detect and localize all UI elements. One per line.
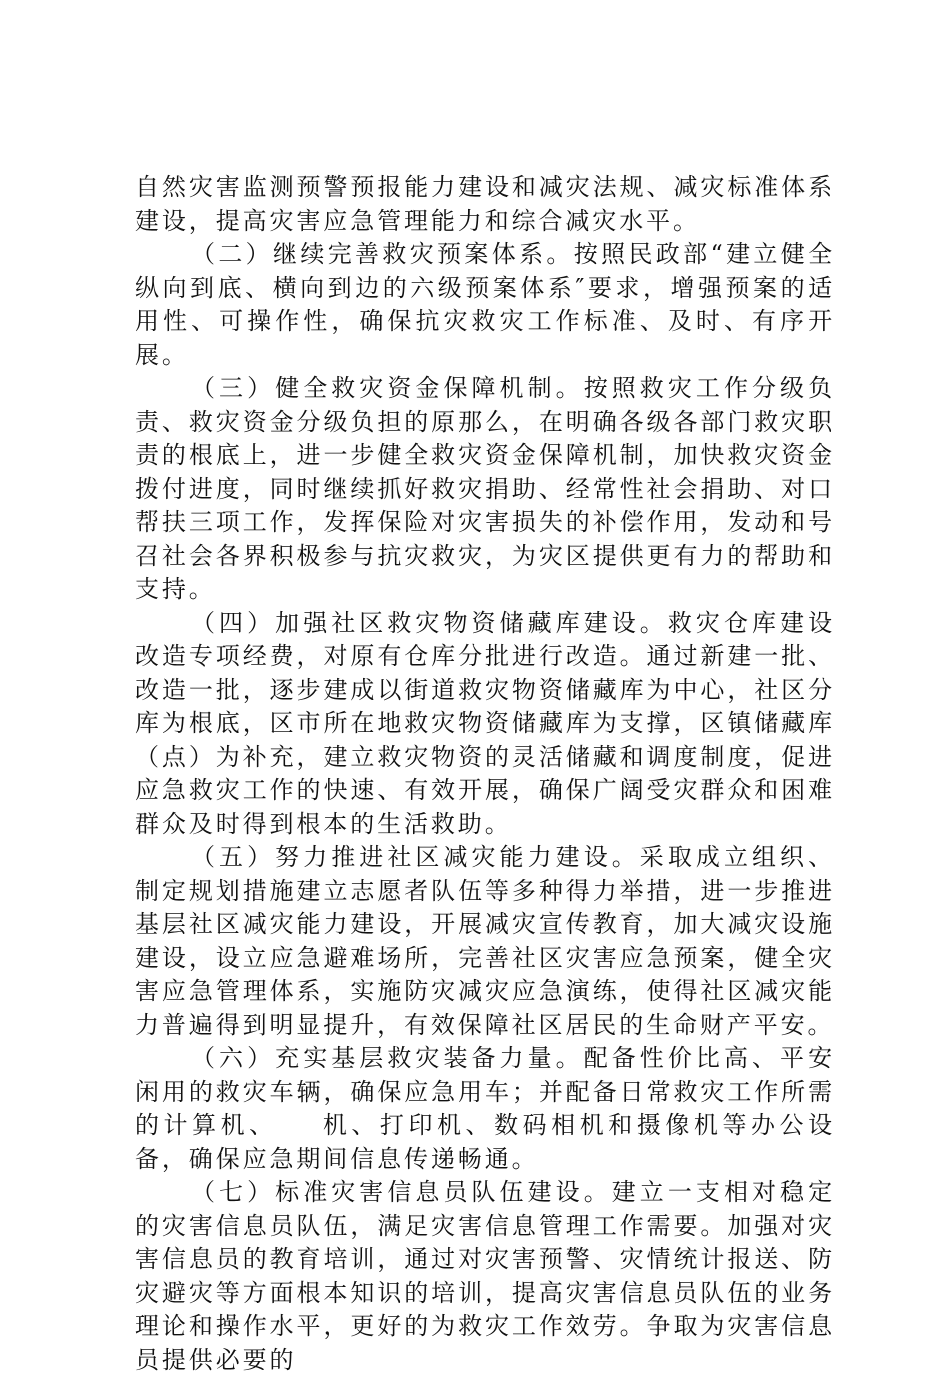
paragraph-section-4: （四）加强社区救灾物资储藏库建设。救灾仓库建设改造专项经费，对原有仓库分批进行改造。通过新建一批、改造一批，逐步建成以街道救灾物资储藏库为中心，社区分库为根底，区市所在地救灾物资储藏库为支撑，区镇储藏库（点）为补充，建立救灾物资的灵活储藏和调度制度，促进应急救灾工作的快速、有效开展，确保广阔受灾群众和困难群众及时得到根本的生活救助。: [135, 608, 835, 838]
paragraph-section-6: （六）充实基层救灾装备力量。配备性价比高、平安闲用的救灾车辆，确保应急用车；并配备日常救灾工作所需的计算机、 机、打印机、数码相机和摄像机等办公设备，确保应急期间信息传递畅通。: [135, 1044, 835, 1173]
paragraph-section-7: （七）标准灾害信息员队伍建设。建立一支相对稳定的灾害信息员队伍，满足灾害信息管理工作需要。加强对灾害信息员的教育培训，通过对灾害预警、灾情统计报送、防灾避灾等方面根本知识的培训，提高灾害信息员队伍的业务理论和操作水平，更好的为救灾工作效劳。争取为灾害信息员提供必要的: [135, 1178, 835, 1374]
paragraph-continuation: 自然灾害监测预警预报能力建设和减灾法规、减灾标准体系建设，提高灾害应急管理能力和综合减灾水平。: [135, 173, 835, 235]
paragraph-section-2: （二）继续完善救灾预案体系。按照民政部“建立健全纵向到底、横向到边的六级预案体系″要求，增强预案的适用性、可操作性，确保抗灾救灾工作标准、及时、有序开展。: [135, 240, 835, 369]
paragraph-section-3: （三）健全救灾资金保障机制。按照救灾工作分级负责、救灾资金分级负担的原那么，在明确各级各部门救灾职责的根底上，进一步健全救灾资金保障机制，加快救灾资金拨付进度，同时继续抓好救灾捐助、经常性社会捐助、对口帮扶三项工作，发挥保险对灾害损失的补偿作用，发动和号召社会各界积极参与抗灾救灾，为灾区提供更有力的帮助和支持。: [135, 374, 835, 603]
document-body: [135, 171, 835, 1377]
paragraph-section-5: （五）努力推进社区减灾能力建设。采取成立组织、制定规划措施建立志愿者队伍等多种得力举措，进一步推进基层社区减灾能力建设，开展减灾宣传教育，加大减灾设施建设，设立应急避难场所，完善社区灾害应急预案，健全灾害应急管理体系，实施防灾减灾应急演练，使得社区减灾能力普遍得到明显提升，有效保障社区居民的生命财产平安。: [135, 843, 835, 1039]
